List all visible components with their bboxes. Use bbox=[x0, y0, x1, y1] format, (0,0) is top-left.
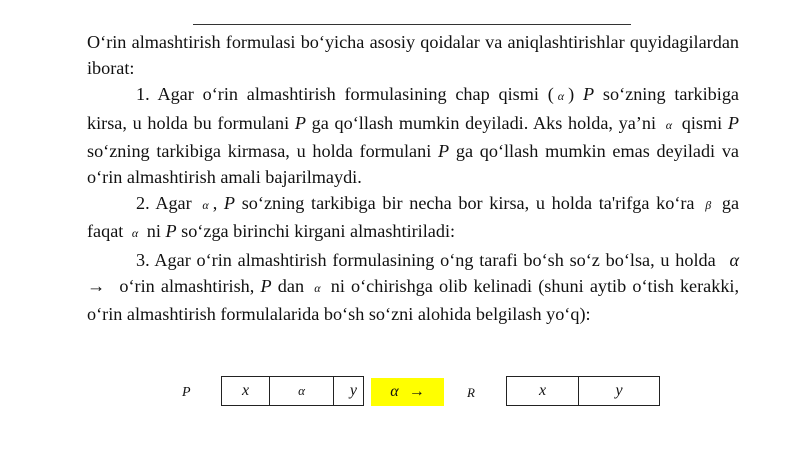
tape-cell bbox=[507, 377, 579, 405]
arrow-icon: → bbox=[408, 383, 425, 400]
rule3-text-a: 3. Agar o‘rin almashtirish formulasining o‘ng tarafi bo‘sh so‘z bo‘lsa, u holda bbox=[136, 249, 716, 270]
tape-cell-value: x bbox=[538, 382, 547, 399]
rule2-text-c: so‘zning tarkibiga bir necha bor kirsa, u holda ta'rifga ko‘ra bbox=[241, 193, 695, 214]
tape-cell bbox=[222, 377, 270, 405]
rule1-text-c: so‘zning tarkibiga kirsa, u holda bu formulani bbox=[87, 84, 739, 133]
right-tape bbox=[506, 376, 660, 406]
rule-1-paragraph bbox=[87, 81, 739, 190]
alpha-arrow-formula: α → bbox=[87, 249, 740, 296]
p-symbol: P bbox=[165, 221, 177, 242]
rule1-text-e: qismi bbox=[681, 112, 723, 133]
rule1-text-g: ga qo‘llash mumkin emas deyiladi va o‘rin almashtirish amali bajarilmaydi. bbox=[87, 140, 740, 188]
rule-2-paragraph bbox=[87, 190, 739, 246]
rule2-text-a: 2. Agar bbox=[136, 193, 192, 214]
substitution-diagram bbox=[0, 376, 800, 410]
left-tape bbox=[221, 376, 364, 406]
highlighted-rule bbox=[371, 378, 444, 406]
rule3-text-c: dan bbox=[277, 275, 305, 296]
rule1-text-b: ) bbox=[568, 84, 575, 105]
alpha-symbol: α bbox=[131, 226, 139, 241]
rule3-text-d: ni o‘chirishga olib kelinadi (shuni aytib o‘tish kerakki, o‘rin almashtirish formulalarida bo‘sh so‘zni alohida belgilash yo‘q): bbox=[87, 275, 740, 325]
p-symbol: P bbox=[582, 84, 595, 105]
rule2-text-d: ga faqat bbox=[87, 193, 740, 242]
rule-3-paragraph bbox=[87, 247, 739, 328]
alpha-symbol: α bbox=[557, 89, 565, 104]
word-label-p: P bbox=[182, 385, 191, 400]
beta-symbol: β bbox=[705, 198, 712, 213]
tape-cell bbox=[270, 377, 334, 405]
rule1-text-f: so‘zning tarkibiga kirmasa, u holda formulani bbox=[87, 140, 432, 161]
rule3-text-b: o‘rin almashtirish, bbox=[119, 275, 255, 296]
intro-paragraph: O‘rin almashtirish formulasi bo‘yicha asosiy qoidalar va aniqlashtirishlar quyidagilardan iborat: bbox=[87, 32, 739, 79]
top-rule bbox=[193, 24, 631, 25]
tape-cell bbox=[579, 377, 659, 405]
rule1-text-a: 1. Agar o‘rin almashtirish formulasining chap qismi ( bbox=[136, 84, 554, 105]
tape-cell-value: y bbox=[615, 382, 623, 399]
tape-cell-value: y bbox=[349, 382, 357, 399]
rule-lhs: α bbox=[390, 383, 399, 400]
alpha-symbol: α bbox=[314, 280, 321, 295]
alpha-symbol: α bbox=[665, 117, 673, 132]
word-label-r: R bbox=[467, 385, 475, 400]
p-symbol: P bbox=[294, 112, 306, 133]
tape-cell bbox=[334, 377, 363, 405]
rule2-text-e: ni bbox=[146, 221, 161, 242]
p-symbol: P bbox=[438, 140, 450, 161]
p-symbol: P bbox=[727, 112, 739, 133]
tape-cell-value: x bbox=[241, 382, 250, 399]
p-symbol: P bbox=[223, 193, 236, 214]
alpha-symbol: α bbox=[202, 198, 209, 213]
rule1-text-d: ga qo‘llash mumkin deyiladi. Aks holda, ya’ni bbox=[311, 112, 657, 133]
rule2-text-f: so‘zga birinchi kirgani almashtiriladi: bbox=[181, 221, 456, 242]
p-symbol: P bbox=[260, 275, 272, 296]
rule2-text-b: , bbox=[212, 193, 218, 214]
tape-cell-value: α bbox=[298, 383, 305, 398]
document-body bbox=[87, 29, 739, 327]
